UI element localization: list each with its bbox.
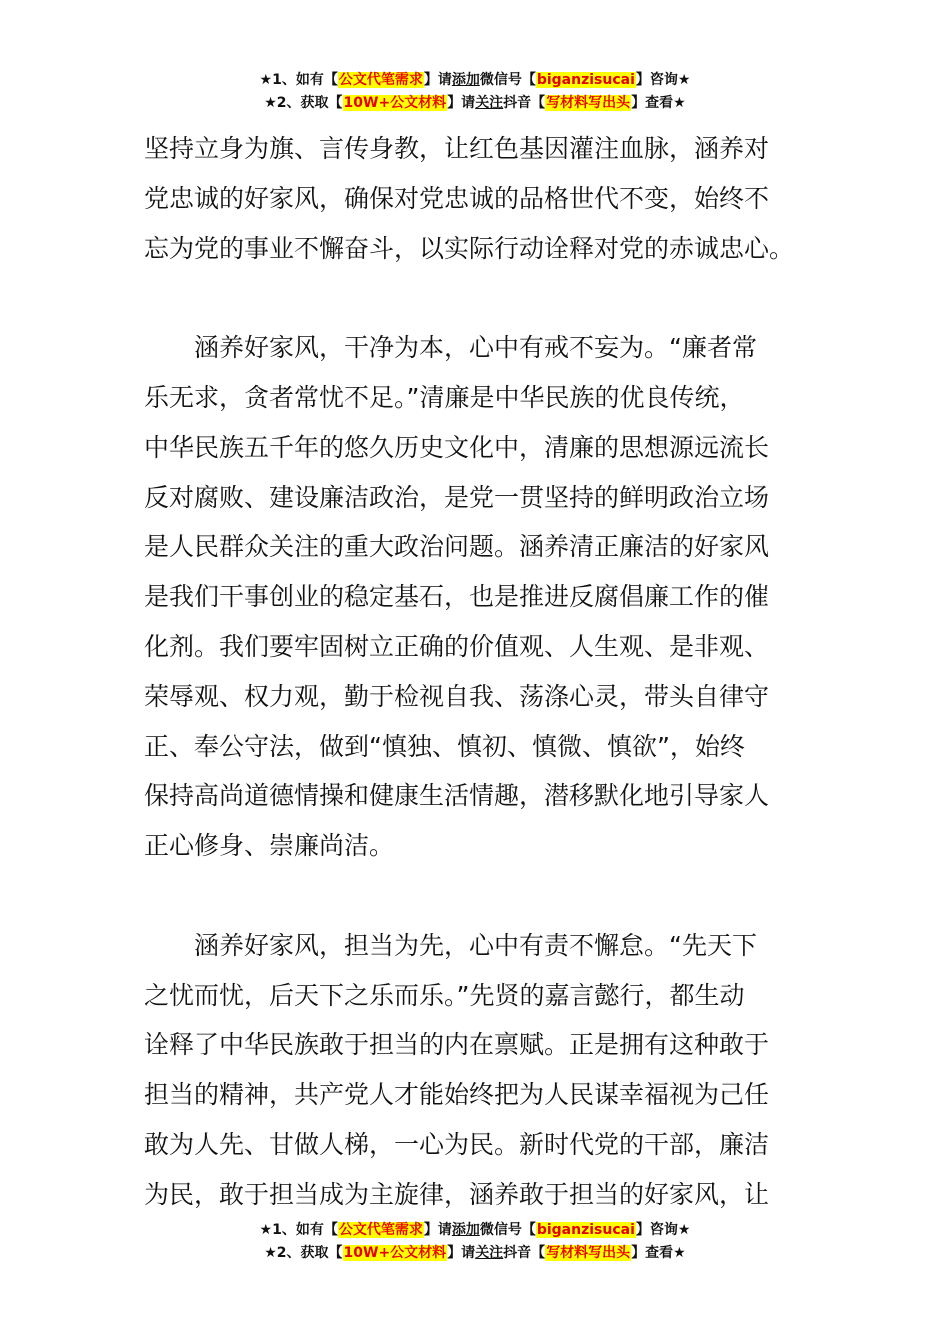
highlight-text: 写材料写出头 [546, 1245, 631, 1261]
text-line: 保持高尚道德情操和健康生活情趣，潜移默化地引导家人 [144, 781, 770, 811]
text-line: 涵养好家风，干净为本，心中有戒不妄为。“廉者常 [144, 333, 757, 363]
text-line: 涵养好家风，担当为先，心中有责不懈怠。“先天下 [144, 930, 757, 960]
text-line: 中华民族五千年的悠久历史文化中，清廉的思想源远流长 [144, 432, 770, 462]
header-banner [0, 69, 950, 115]
paragraph-gap [144, 273, 808, 323]
banner-text: 】咨询★ [635, 72, 691, 88]
text-line: 化剂。我们要牢固树立正确的价值观、人生观、是非观、 [144, 631, 770, 661]
banner-line-2 [0, 1242, 950, 1265]
highlight-text: 10W+公文材料 [343, 1245, 447, 1261]
banner-text: 】查看★ [631, 1245, 686, 1261]
banner-text: 】请 [423, 1222, 452, 1238]
banner-text: 抖音【 [503, 95, 546, 111]
paragraph-3 [144, 921, 808, 1220]
text-line: 为民，敢于担当成为主旋律，涵养敢于担当的好家风，让 [144, 1179, 770, 1209]
underlined-text: 关注 [475, 95, 504, 111]
highlight-text: 公文代笔需求 [338, 1222, 423, 1238]
banner-text: 】咨询★ [635, 1222, 691, 1238]
highlight-text: 写材料写出头 [546, 95, 631, 111]
text-line: 之忧而忧，后天下之乐而乐。”先贤的嘉言懿行，都生动 [144, 980, 745, 1010]
text-line: 党忠诚的好家风，确保对党忠诚的品格世代不变，始终不 [144, 183, 770, 213]
text-line: 反对腐败、建设廉洁政治，是党一贯坚持的鲜明政治立场 [144, 482, 770, 512]
paragraph-gap [144, 871, 808, 921]
footer-banner [0, 1219, 950, 1265]
text-line: 正心修身、崇廉尚洁。 [144, 831, 395, 861]
text-line: 是人民群众关注的重大政治问题。涵养清正廉洁的好家风 [144, 532, 770, 562]
banner-line-1 [0, 69, 950, 92]
banner-text: 微信号【 [479, 72, 536, 88]
text-line: 诠释了中华民族敢于担当的内在禀赋。正是拥有这种敢于 [144, 1030, 770, 1060]
text-line: 担当的精神，共产党人才能始终把为人民谋幸福视为己任 [144, 1080, 770, 1110]
banner-text: ★1、如有【 [259, 1222, 338, 1238]
highlight-text: 公文代笔需求 [338, 72, 423, 88]
banner-text: 】请 [423, 72, 452, 88]
underlined-text: 添加 [451, 1222, 480, 1238]
underlined-text: 关注 [475, 1245, 504, 1261]
banner-text: ★2、获取【 [264, 1245, 343, 1261]
paragraph-1 [144, 124, 808, 273]
text-line: 荣辱观、权力观，勤于检视自我、荡涤心灵，带头自律守 [144, 681, 770, 711]
banner-text: ★2、获取【 [264, 95, 343, 111]
banner-line-2 [0, 92, 950, 115]
highlight-text: biganzisucai [536, 72, 635, 88]
document-body [144, 124, 808, 1220]
text-line: 坚持立身为旗、言传身教，让红色基因灌注血脉，涵养对 [144, 134, 770, 163]
banner-text: 抖音【 [503, 1245, 546, 1261]
banner-line-1 [0, 1219, 950, 1242]
banner-text: 】请 [447, 95, 476, 111]
highlight-text: biganzisucai [536, 1222, 635, 1238]
text-line: 敢为人先、甘做人梯，一心为民。新时代党的干部，廉洁 [144, 1129, 770, 1159]
banner-text: 微信号【 [479, 1222, 536, 1238]
highlight-text: 10W+公文材料 [343, 95, 447, 111]
text-line: 是我们干事创业的稳定基石，也是推进反腐倡廉工作的催 [144, 582, 770, 612]
banner-text: 】查看★ [631, 95, 686, 111]
text-line: 乐无求，贪者常忧不足。”清廉是中华民族的优良传统， [144, 382, 745, 412]
paragraph-2 [144, 323, 808, 871]
text-line: 正、奉公守法，做到“慎独、慎初、慎微、慎欲”，始终 [144, 731, 745, 761]
banner-text: 】请 [447, 1245, 476, 1261]
banner-text: ★1、如有【 [259, 72, 338, 88]
underlined-text: 添加 [451, 72, 480, 88]
text-line: 忘为党的事业不懈奋斗，以实际行动诠释对党的赤诚忠心。 [144, 233, 795, 263]
